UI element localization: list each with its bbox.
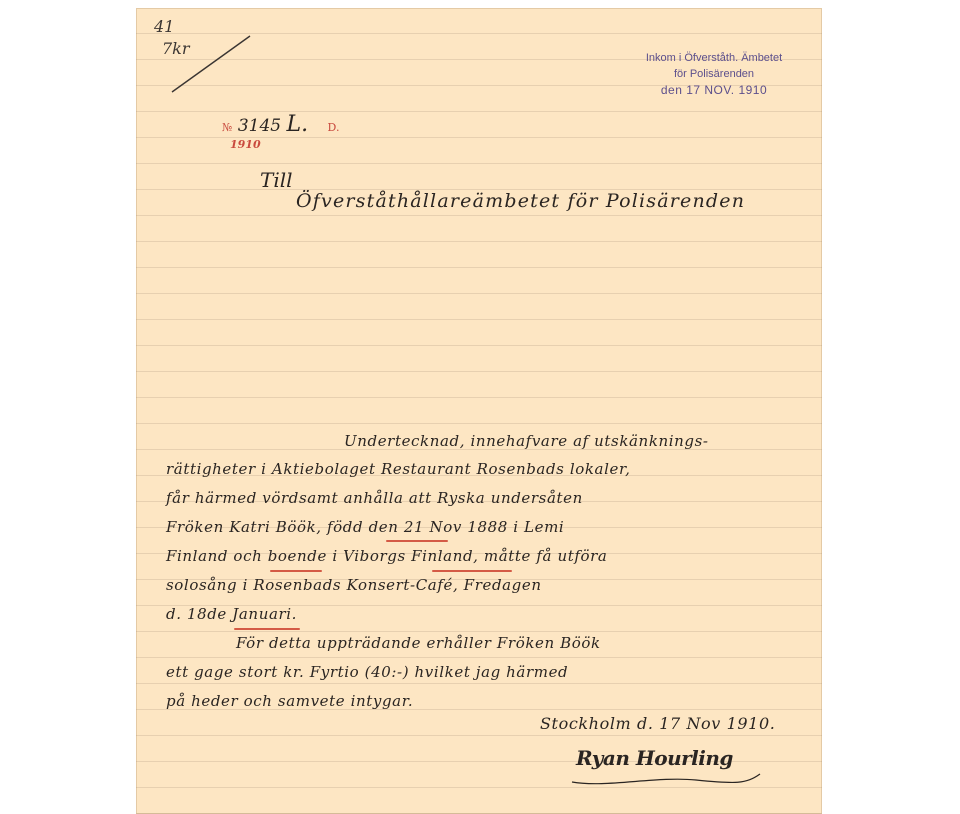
reference-number	[222, 112, 339, 137]
body-line-7: d. 18de Januari.	[166, 605, 298, 623]
place-date: Stockholm d. 17 Nov 1910.	[540, 714, 776, 733]
margin-note-line2: 7kr	[162, 39, 190, 58]
body-line-4: Fröken Katri Böök, född den 21 Nov 1888 i Lemi	[166, 518, 565, 536]
reference-year: 1910	[230, 138, 261, 151]
fee-line-1: För detta uppträdande erhåller Fröken Böök	[236, 634, 601, 652]
stamp-line1: Inkom i Öfverståth. Ämbetet	[645, 52, 783, 64]
letter-sheet	[136, 8, 822, 814]
body-line-2: rättigheter i Aktiebolaget Restaurant Rosenbads lokaler,	[166, 460, 631, 478]
salutation: Till	[260, 168, 293, 192]
pencil-stroke	[166, 30, 256, 100]
reference-letter: L.	[286, 112, 309, 137]
fee-line-2: ett gage stort kr. Fyrtio (40:-) hvilket jag härmed	[166, 663, 569, 681]
stamp-date: den 17 NOV. 1910	[660, 83, 768, 97]
body-line-3: får härmed vördsamt anhålla att Ryska undersåten	[166, 489, 583, 507]
reference-prefix: №	[222, 121, 233, 134]
margin-note-line1: 41	[154, 17, 175, 36]
receipt-stamp	[604, 50, 822, 98]
addressee: Öfverståthållareämbetet för Polisärenden	[296, 190, 746, 212]
body-line-5: Finland och boende i Viborgs Finland, måtte få utföra	[166, 547, 608, 565]
underline-date	[234, 628, 300, 630]
underline-residence	[270, 570, 322, 572]
body-line-6: solosång i Rosenbads Konsert-Café, Fredagen	[166, 576, 542, 594]
stamp-line2: för Polisärenden	[673, 68, 755, 80]
body-line-1: Undertecknad, innehafvare af utskänknings-	[344, 432, 709, 450]
underline-name	[386, 540, 448, 542]
signature: Ryan Hourling	[576, 746, 733, 770]
underline-city	[432, 570, 512, 572]
signature-flourish	[566, 766, 766, 796]
fee-line-3: på heder och samvete intygar.	[166, 692, 414, 710]
reference-num: 3145	[237, 116, 282, 136]
reference-suffix: D.	[327, 121, 340, 134]
